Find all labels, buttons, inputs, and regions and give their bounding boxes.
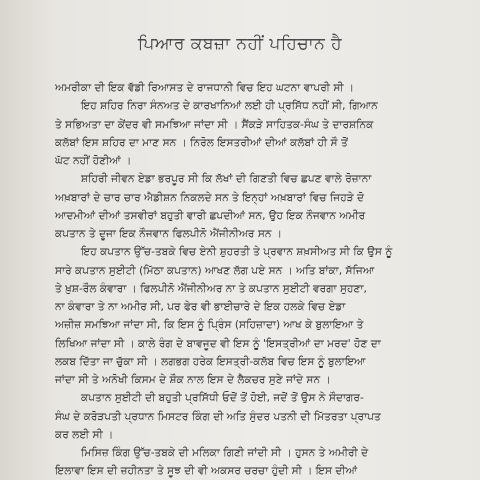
text-line: ਸੰਘ ਦੇ ਕਰੋੜਪਤੀ ਪ੍ਰਧਾਨ ਮਿਸਟਰ ਕਿੰਗ ਦੀ ਅਤਿ ਸੁੰਦਰ ਪਤਨੀ ਦੀ ਮਿੱਤਰਤਾ ਪ੍ਰਾਪਤ [55,410,381,423]
text-line: ਮਿਸਿਜ਼ ਕਿੰਗ ਉੱਚ-ਤਬਕੇ ਦੀ ਮਲਿਕਾ ਗਿਣੀ ਜਾਂਦੀ ਸੀ । ਹੁਸਨ ਤੇ ਅਮੀਰੀ ਦੇ [81,447,369,459]
body-text [55,79,438,480]
text-line: ਕਪਤਾਨ ਤੇ ਦੂਜਾ ਇਕ ਨੌਜਵਾਨ ਫਿਲਪੀਨੋ ਐਂਜੀਨੀਅਰ ਸਨ । [55,228,283,240]
text-line: ਤੇ ਸਭਿਅਤਾ ਦਾ ਕੇਂਦਰ ਵੀ ਸਮਝਿਆ ਜਾਂਦਾ ਸੀ । ਸੈਂਕੜੇ ਸਾਹਿਤਕ-ਸੰਘ ਤੇ ਦਾਰਸ਼ਨਿਕ [55,118,374,131]
text-line: ਅਜ਼ੀਜ਼ ਸਮਝਿਆ ਜਾਂਦਾ ਸੀ, ਕਿ ਇਸ ਨੂੰ ਪ੍ਰਿੰਸ (ਸਹਿਜ਼ਾਦਾ) ਆਖ ਕੇ ਬੁਲਾਇਆ ਤੇ [55,319,364,332]
text-line: ਕਲੱਬਾਂ ਇਸ ਸ਼ਹਿਰ ਦਾ ਮਾਣ ਸਨ । ਨਿਰੋਲ ਇਸਤਰੀਆਂ ਦੀਆਂ ਕਲੱਬਾਂ ਹੀ ਸੌ ਤੋਂ [55,136,348,149]
text-line: ਇਲਾਵਾ ਇਸ ਦੀ ਜ਼ਹੀਨਤਾ ਤੇ ਸੂਝ ਦੀ ਵੀ ਅਕਸਰ ਚਰਚਾ ਹੁੰਦੀ ਸੀ । ਇਸ ਦੀਆਂ [55,465,358,478]
text-line: ਕਪਤਾਨ ਸੁਈਟੀ ਦੀ ਬਹੁਤੀ ਪ੍ਰਸਿੱਧੀ ਓਦੋਂ ਤੋਂ ਹੋਈ, ਜਦੋਂ ਤੋਂ ਉਸ ਨੇ ਸੌਦਾਗਰ- [81,392,364,405]
text-line: ਸ਼ਹਿਰੀ ਜੀਵਨ ਏਡਾ ਭਰਪੂਰ ਸੀ ਕਿ ਲੱਖਾਂ ਦੀ ਗਿਣਤੀ ਵਿਚ ਛਪਣ ਵਾਲੇ ਰੋਜ਼ਾਨਾ [81,173,372,186]
text-line: ਲਿਖਿਆ ਜਾਂਦਾ ਸੀ । ਕਾਲੇ ਰੰਗ ਦੇ ਬਾਵਜੂਦ ਵੀ ਇਸ ਨੂੰ 'ਇਸਤ੍ਰੀਆਂ ਦਾ ਮਰਦ' ਹੋਣ ਦਾ [55,337,381,350]
text-line: ਤੇ ਖ਼ੁਸ਼-ਰੌਲ ਕੰਵਾਰਾ । ਫਿਲਪੀਨੋ ਐਂਜੀਨੀਅਰ ਨਾ ਤੇ ਕਪਤਾਨ ਸੁਈਟੀ ਵਰਗਾ ਸੁਹਣਾ, [55,282,367,295]
text-line: ਲਕਬ ਦਿੱਤਾ ਜਾ ਚੁੱਕਾ ਸੀ । ਲਗਭਗ ਹਰੇਕ ਇਸਤ੍ਰੀ-ਕਲੱਬ ਵਿਚ ਇਸ ਨੂੰ ਬੁਲਾਇਆ [55,355,366,368]
text-line: ਸਾਰੇ ਕਪਤਾਨ ਸੁਈਟੀ (ਮਿੱਠਾ ਕਪਤਾਨ) ਆਖਣ ਲੱਗ ਪਏ ਸਨ । ਅਤਿ ਬਾਂਕਾ, ਸੱਜਿਆ [55,264,375,277]
text-line: ਆਦਮੀਆਂ ਦੀਆਂ ਤਸਵੀਰਾਂ ਬਹੁਤੀ ਵਾਰੀ ਛਪਦੀਆਂ ਸਨ, ਉਹ ਇਕ ਨੌਜਵਾਨ ਅਮੀਰ [55,209,366,222]
text-line: ਘੱਟ ਨਹੀਂ ਹੋਣੀਆਂ । [55,155,132,167]
text-line: ਨਾ ਕੰਵਾਰਾ ਤੇ ਨਾ ਅਮੀਰ ਸੀ, ਪਰ ਫੇਰ ਵੀ ਭਾਈਚਾਰੇ ਦੇ ਇਕ ਹਲਕੇ ਵਿਚ ਏਡਾ [55,301,346,313]
chapter-title: ਪਿਆਰ ਕਬਜ਼ਾ ਨਹੀਂ ਪਹਿਚਾਨ ਹੈ [137,34,343,54]
text-line: ਅਖ਼ਬਾਰਾਂ ਦੇ ਚਾਰ ਚਾਰ ਐਡੀਸ਼ਨ ਨਿਕਲਦੇ ਸਨ ਤੇ ਇਨ੍ਹਾਂ ਅਖ਼ਬਾਰਾਂ ਵਿਚ ਜਿਹੜੇ ਦੋ [55,191,365,204]
text-line: ਕਰ ਲਈ ਸੀ । [55,428,114,441]
text-line: ਅਮਰੀਕਾ ਦੀ ਇਕ ਵੱਡੀ ਰਿਆਸਤ ਦੇ ਰਾਜਧਾਨੀ ਵਿਚ ਇਹ ਘਟਨਾ ਵਾਪਰੀ ਸੀ । [55,82,355,94]
text-line: ਜਾਂਦਾ ਸੀ ਤੇ ਅਨੋਖੀ ਕਿਸਮ ਦੇ ਸ਼ੌਕ ਨਾਲ ਇਸ ਦੇ ਲੈਕਚਰ ਸੁਣੇ ਜਾਂਦੇ ਸਨ । [55,374,331,386]
text-line: ਇਹ ਸ਼ਹਿਰ ਨਿਰਾ ਸੰਨਅਤ ਦੇ ਕਾਰਖਾਨਿਆਂ ਲਈ ਹੀ ਪ੍ਰਸਿੱਧ ਨਹੀਂ ਸੀ, ਗਿਆਨ [81,100,378,113]
text-line: ਇਹ ਕਪਤਾਨ ਉੱਚ-ਤਬਕੇ ਵਿਚ ਏਨੀ ਸ਼ੁਹਰਤੀ ਤੇ ਪ੍ਰਵਾਨ ਸ਼ਖ਼ਸੀਅਤ ਸੀ ਕਿ ਉਸ ਨੂੰ [81,246,393,259]
